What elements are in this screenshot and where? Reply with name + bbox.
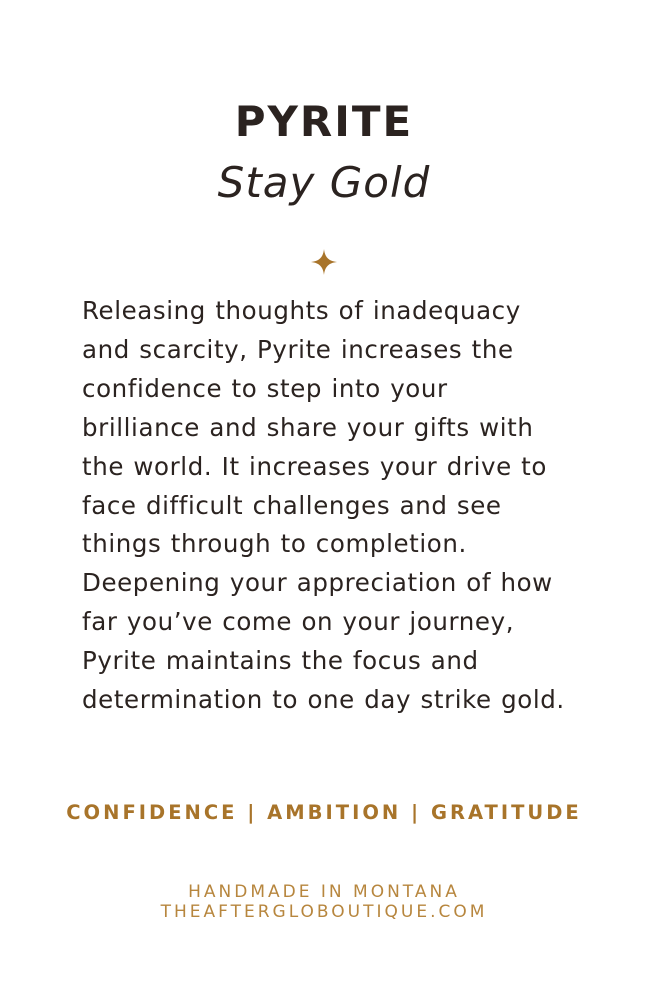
footer-origin: HANDMADE IN MONTANA — [188, 882, 460, 902]
card-footer — [0, 882, 648, 922]
card-subtitle: Stay Gold — [217, 158, 431, 207]
four-point-sparkle-icon — [311, 249, 337, 275]
card-description: Releasing thoughts of inadequacy and scarcity, Pyrite increases the confidence to step into your brilliance and share your gifts with the world. It increases your drive to face difficult challenges and see things through to completion. Deepening your appreciation of how far you’ve come on your journey, Pyrite maintains the focus and determination to one day strike gold. — [82, 296, 565, 715]
card-traits: CONFIDENCE | AMBITION | GRATITUDE — [66, 801, 582, 824]
footer-website: THEAFTERGLOBOUTIQUE.COM — [160, 902, 488, 922]
card-title: PYRITE — [234, 97, 414, 146]
